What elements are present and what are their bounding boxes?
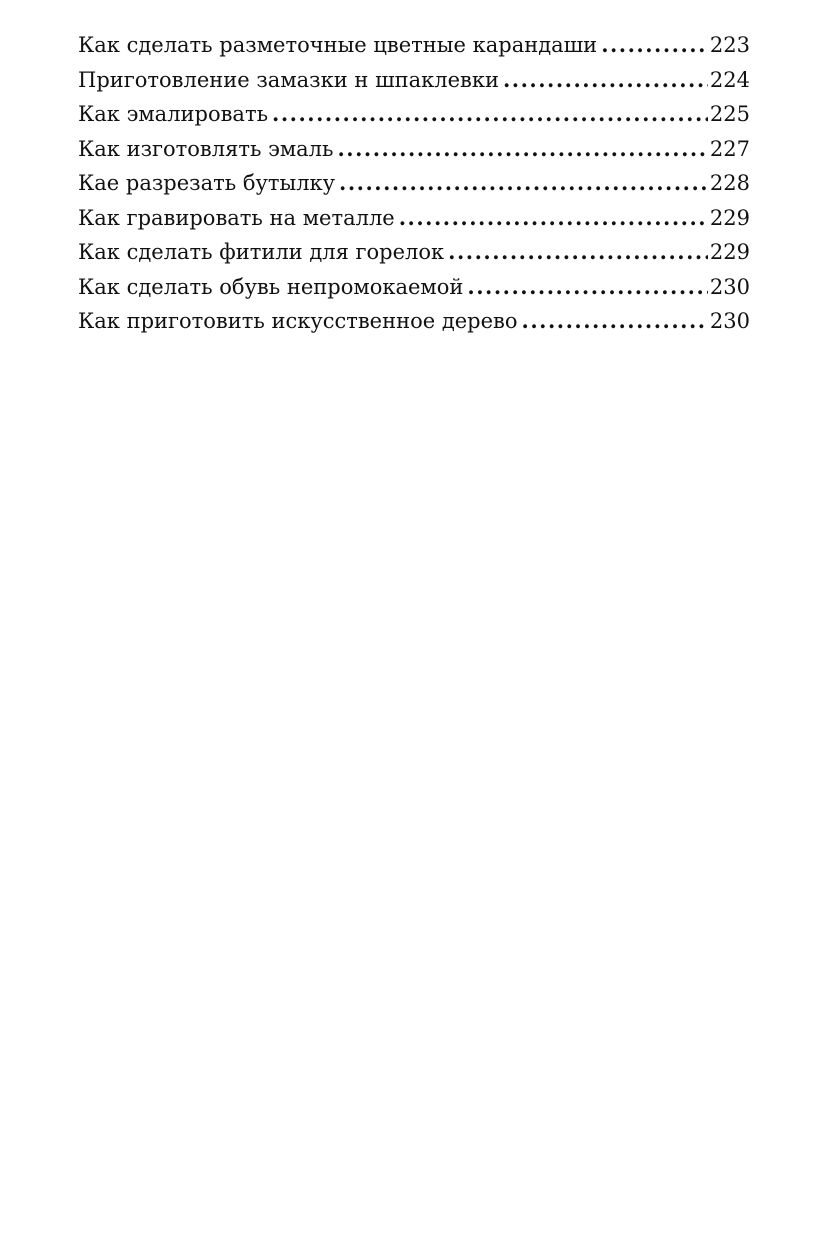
toc-dot-leader — [522, 304, 708, 339]
toc-entry-page: 227 — [709, 136, 750, 161]
toc-entry-page: 229 — [709, 240, 750, 264]
toc-entry — [78, 28, 750, 63]
toc-entry-page: 223 — [709, 33, 750, 57]
toc-dot-leader — [448, 235, 708, 270]
toc-entry — [78, 304, 750, 339]
toc-entry — [78, 201, 750, 236]
toc-dot-leader — [467, 270, 708, 305]
toc-entry — [78, 235, 750, 270]
toc-entry-title: Как сделать фитили для горелок — [78, 240, 445, 264]
toc-entry — [78, 132, 750, 167]
toc-entry-page: 229 — [709, 205, 750, 230]
toc-entry-title: Приготовление замазки н шпаклевки — [78, 67, 499, 92]
toc-dot-leader — [337, 132, 707, 167]
toc-entry-title: Как приготовить искусственное дерево — [78, 309, 518, 333]
toc-entry-page: 230 — [709, 309, 750, 333]
toc-entry-page: 228 — [709, 171, 750, 195]
table-of-contents — [78, 28, 750, 339]
toc-entry-page: 225 — [709, 102, 750, 126]
toc-entry — [78, 166, 750, 201]
toc-entry — [78, 270, 750, 305]
toc-entry-page: 230 — [709, 274, 750, 299]
toc-dot-leader — [399, 201, 708, 236]
toc-dot-leader — [339, 166, 708, 201]
toc-dot-leader — [272, 97, 708, 132]
toc-entry-title: Как сделать разметочные цветные карандаши — [78, 33, 598, 57]
toc-entry-title: Как изготовлять эмаль — [78, 136, 334, 161]
toc-dot-leader — [601, 28, 708, 63]
toc-entry-title: Как гравировать на металле — [78, 205, 395, 230]
toc-entry-page: 224 — [709, 67, 750, 92]
toc-entry-title: Кае разрезать бутылку — [78, 171, 336, 195]
toc-dot-leader — [503, 63, 708, 98]
toc-entry — [78, 97, 750, 132]
toc-entry — [78, 63, 750, 98]
toc-entry-title: Как сделать обувь непромокаемой — [78, 274, 464, 299]
toc-entry-title: Как эмалировать — [78, 102, 269, 126]
